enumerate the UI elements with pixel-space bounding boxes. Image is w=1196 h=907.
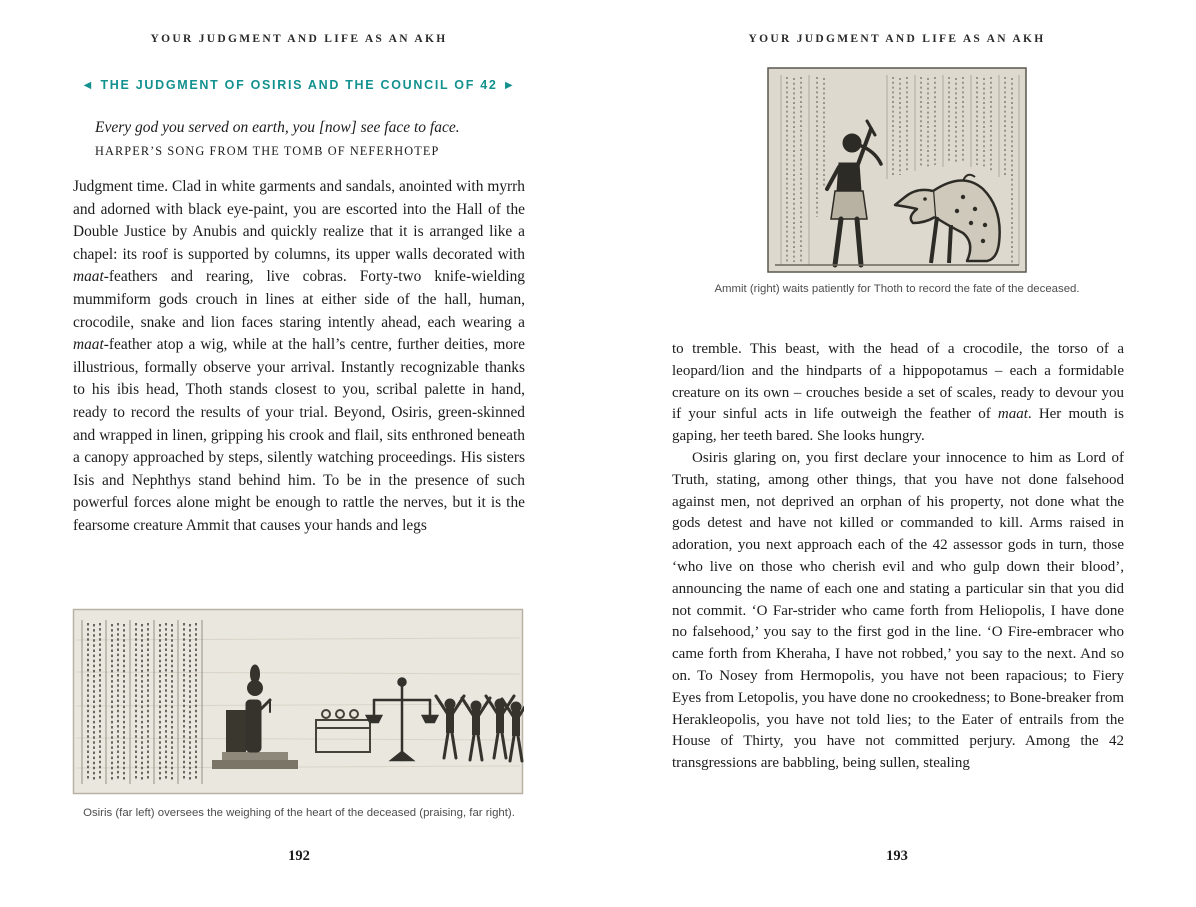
page-right (598, 0, 1196, 907)
section-heading: ◄ THE JUDGMENT OF OSIRIS AND THE COUNCIL OF 42 ► (81, 78, 517, 92)
epigraph: Every god you served on earth, you [now] see face to face. (95, 119, 460, 136)
body-text-left: Judgment time. Clad in white garments and sandals, anointed with myrrh and adorned with black eye-paint, you are escorted into the Hall of the Double Justice by Anubis and quickly realize that it is arranged like a chapel: its roof is supported by columns, its upper walls decorated with maat-feathers and rearing, live cobras. Forty-two knife-wielding mummiform gods crouch in lines at either side of the hall, human, crocodile, snake and lion faces staring intently ahead, each wearing a maat-feather atop a wig, while at the hall’s centre, further deities, more illustrious, formally observe your arrival. Instantly recognizable thanks to his ibis head, Thoth stands closest to you, scribal palette in hand, ready to record the results of your trial. Beyond, Osiris, green-skinned and wrapped in linen, gripping his crook and flail, sits enthroned beneath a canopy approached by steps, silently watching proceedings. His sisters Isis and Nephthys stand behind him. To be in the presence of such powerful forces alone might be enough to rattle the nerves, but it is the fearsome creature Ammit that causes your hands and legs (73, 178, 525, 534)
epigraph-source: HARPER’S SONG FROM THE TOMB OF NEFERHOTEP (95, 144, 440, 158)
caption-ammit: Ammit (right) waits patiently for Thoth to record the fate of the deceased. (714, 283, 1080, 295)
running-header-right: YOUR JUDGMENT AND LIFE AS AN AKH (748, 33, 1046, 45)
page-number-left: 192 (288, 848, 310, 864)
body-text-right: to tremble. This beast, with the head of a crocodile, the torso of a leopard/lion and the hindparts of a hippopotamus – each a formidable creature on its own – crouches beside a set of scales, ready to devour you if your sinful acts in life outweigh the feather of maat. Her mouth is gaping, her teeth bared. She looks hungry. Osiris glaring on, you first declare your innocence to him as Lord of Truth, stating, among other things, that you have not done falsehood against men, not deprived an orphan of his property, not done what the gods detest and have not killed or commanded to kill. Arms raised in adoration, you next approach each of the 42 assessor gods in turn, those ‘who live on those who cherish evil and who gulp down their blood’, announcing the name of each one and stating a particular sin that you did not commit. ‘O Far-strider who came forth from Heliopolis, I have done no falsehood,’ you say to the first god in the line. ‘O Fire-embracer who came forth from Kheraha, I have not robbed,’ you say to the next. And so on. To Nosey from Hermopolis, you have not been rapacious; to Fiery Eyes from Letopolis, you have done no crookedness; to Bone-breaker from Herakleopolis, you have not told lies; to the Eater of entrails from the House of Thirty, you have not committed perjury. Among the 42 transgressions are babbling, being sullen, stealing (672, 341, 1125, 772)
page-number-right: 193 (886, 848, 908, 864)
running-header-left: YOUR JUDGMENT AND LIFE AS AN AKH (150, 33, 448, 45)
ammit-thoth-illustration (767, 67, 1027, 273)
caption-weighing: Osiris (far left) oversees the weighing of the heart of the deceased (praising, far right). (83, 807, 515, 819)
weighing-scene-illustration (72, 608, 524, 795)
